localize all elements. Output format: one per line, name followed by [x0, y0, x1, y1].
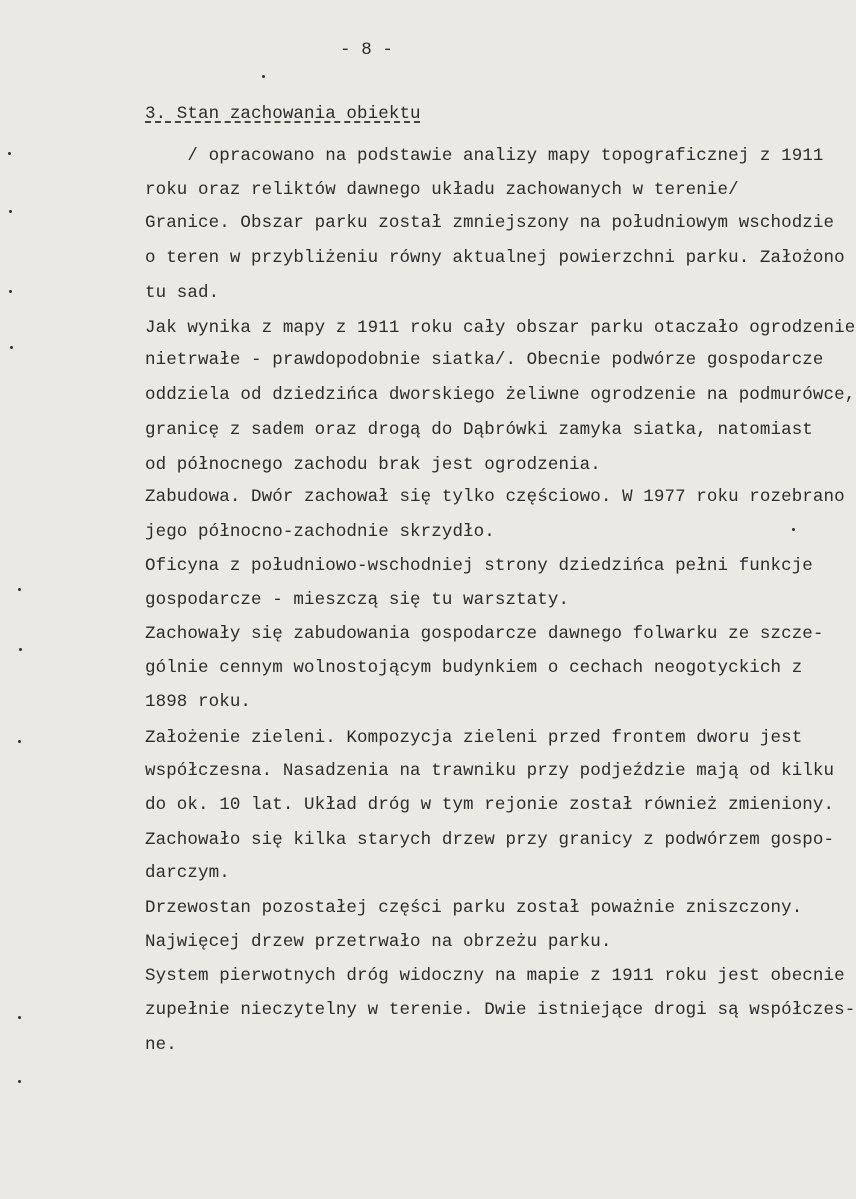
text-line: jego północno-zachodnie skrzydło.	[145, 522, 495, 542]
page-number: - 8 -	[340, 40, 394, 60]
text-line: o teren w przybliżeniu równy aktualnej powierzchni parku. Założono	[145, 248, 845, 268]
text-line: tu sad.	[145, 283, 220, 303]
section-heading: 3. Stan zachowania obiektu	[145, 104, 421, 124]
text-line: granicę z sadem oraz drogą do Dąbrówki zamyka siatka, natomiast	[145, 420, 813, 440]
text-line: / opracowano na podstawie analizy mapy topograficznej z 1911	[145, 146, 824, 166]
text-line: gólnie cennym wolnostojącym budynkiem o cechach neogotyckich z	[145, 658, 803, 678]
scan-speck	[18, 1016, 21, 1019]
text-line: Zachowały się zabudowania gospodarcze dawnego folwarku ze szcze-	[145, 624, 824, 644]
text-line: Zachowało się kilka starych drzew przy granicy z podwórzem gospo-	[145, 830, 835, 850]
scan-speck	[9, 290, 12, 293]
text-line: Granice. Obszar parku został zmniejszony na południowym wschodzie	[145, 213, 835, 233]
text-line: Jak wynika z mapy z 1911 roku cały obszar parku otaczało ogrodzenie	[145, 318, 856, 338]
text-line: roku oraz reliktów dawnego układu zachowanych w terenie/	[145, 180, 739, 200]
text-line: do ok. 10 lat. Układ dróg w tym rejonie został również zmieniony.	[145, 795, 835, 815]
text-line: oddziela od dziedzińca dworskiego żeliwne ogrodzenie na podmurówce,	[145, 385, 856, 405]
text-line: Najwięcej drzew przetrwało na obrzeżu parku.	[145, 932, 612, 952]
text-line: darczym.	[145, 863, 230, 883]
scan-speck	[9, 210, 12, 213]
text-line: Założenie zieleni. Kompozycja zieleni przed frontem dworu jest	[145, 728, 803, 748]
text-line: od północnego zachodu brak jest ogrodzenia.	[145, 455, 601, 475]
text-line: Zabudowa. Dwór zachował się tylko częściowo. W 1977 roku rozebrano	[145, 487, 845, 507]
scan-speck	[18, 740, 21, 743]
text-line: 1898 roku.	[145, 692, 252, 712]
scan-speck	[10, 346, 13, 349]
text-line: ne.	[145, 1035, 177, 1055]
text-line: gospodarcze - mieszczą się tu warsztaty.	[145, 590, 570, 610]
text-line: Drzewostan pozostałej części parku został poważnie zniszczony.	[145, 898, 803, 918]
scan-speck	[8, 152, 11, 155]
scan-speck	[18, 588, 21, 591]
text-line: Oficyna z południowo-wschodniej strony dziedzińca pełni funkcje	[145, 556, 813, 576]
scan-speck	[18, 1080, 21, 1083]
text-line: nietrwałe - prawdopodobnie siatka/. Obecnie podwórze gospodarcze	[145, 350, 824, 370]
scan-speck	[19, 648, 22, 651]
scan-speck	[792, 528, 795, 531]
text-line: System pierwotnych dróg widoczny na mapie z 1911 roku jest obecnie	[145, 966, 845, 986]
text-line: zupełnie nieczytelny w terenie. Dwie istniejące drogi są współczes-	[145, 1000, 856, 1020]
text-line: współczesna. Nasadzenia na trawniku przy podjeździe mają od kilku	[145, 761, 835, 781]
scan-speck	[262, 75, 265, 78]
